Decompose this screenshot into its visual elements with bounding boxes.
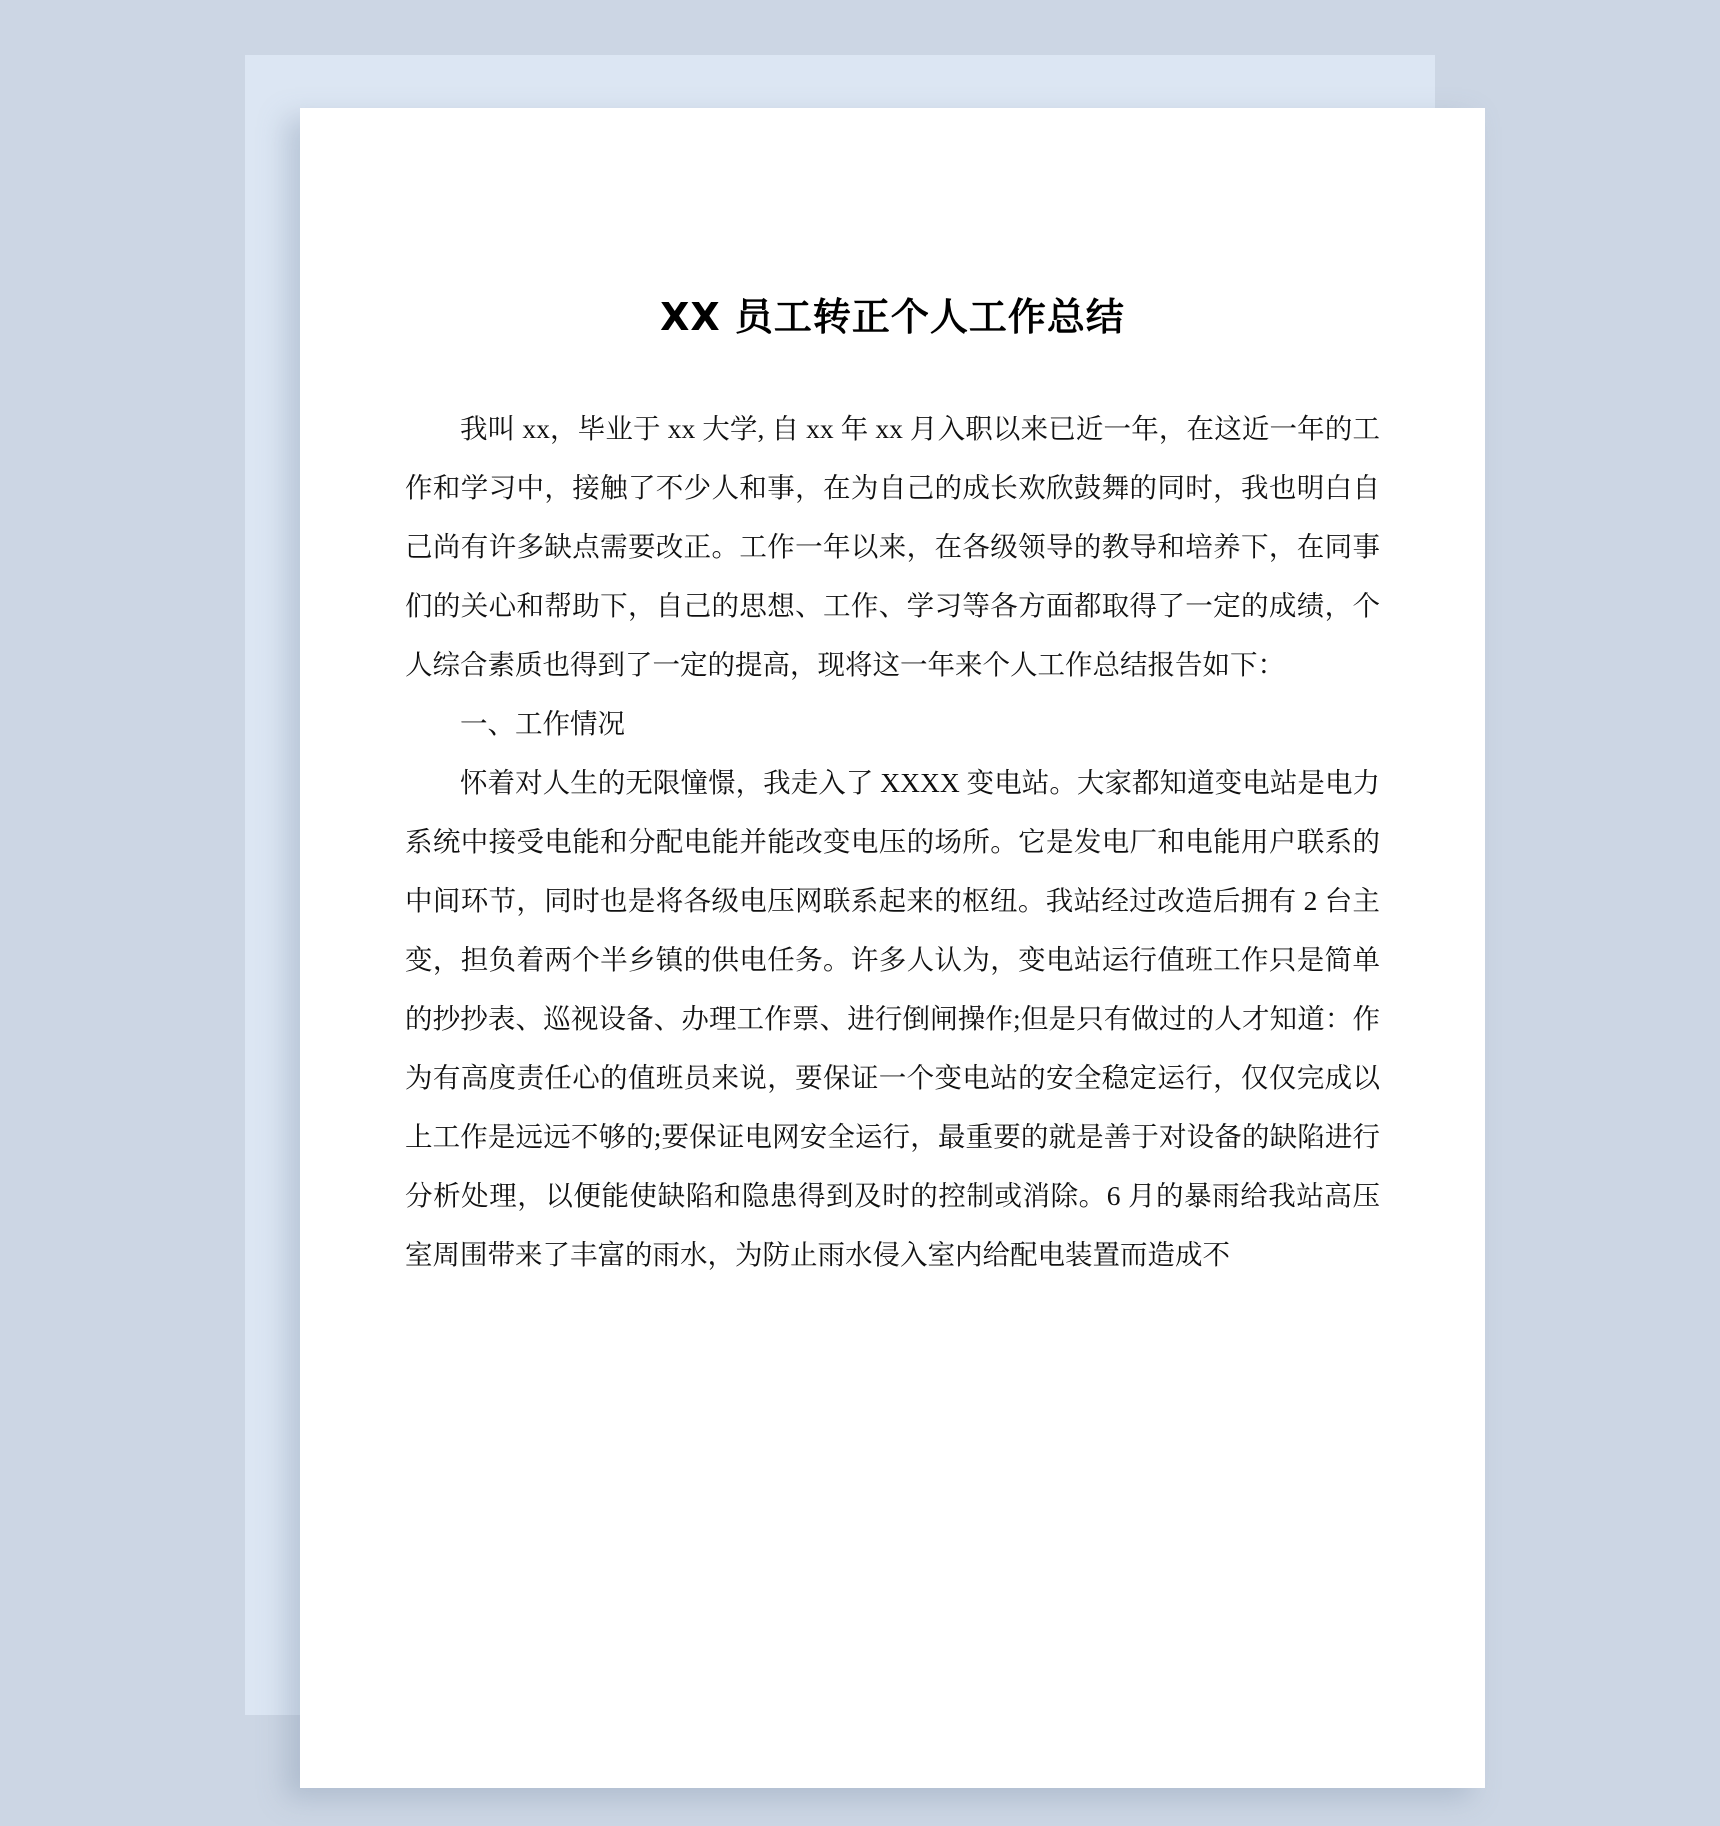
paragraph-section-heading: 一、工作情况 <box>460 708 625 739</box>
page-title: XX 员工转正个人工作总结 <box>660 295 1125 339</box>
document-page <box>300 108 1485 1788</box>
paragraph-intro: 我叫 xx，毕业于 xx 大学, 自 xx 年 xx 月入职以来已近一年，在这近一年的工作和学习中，接触了不少人和事，在为自己的成长欢欣鼓舞的同时，我也明白自己尚有许多缺点需要改正。工作一年以来，在各级领导的教导和培养下，在同事们的关心和帮助下，自己的思想、工作、学习等各方面都取得了一定的成绩，个人综合素质也得到了一定的提高，现将这一年来个人工作总结报告如下： <box>405 413 1380 680</box>
document-body <box>405 341 1380 1284</box>
paragraph-work-situation: 怀着对人生的无限憧憬，我走入了 XXXX 变电站。大家都知道变电站是电力系统中接受电能和分配电能并能改变电压的场所。它是发电厂和电能用户联系的中间环节，同时也是将各级电压网联系起来的枢纽。我站经过改造后拥有 2 台主变，担负着两个半乡镇的供电任务。许多人认为，变电站运行值班工作只是简单的抄抄表、巡视设备、办理工作票、进行倒闸操作;但是只有做过的人才知道：作为有高度责任心的值班员来说，要保证一个变电站的安全稳定运行，仅仅完成以上工作是远远不够的;要保证电网安全运行，最重要的就是善于对设备的缺陷进行分析处理，以便能使缺陷和隐患得到及时的控制或消除。6 月的暴雨给我站高压室周围带来了丰富的雨水，为防止雨水侵入室内给配电装置而造成不 <box>405 767 1380 1270</box>
